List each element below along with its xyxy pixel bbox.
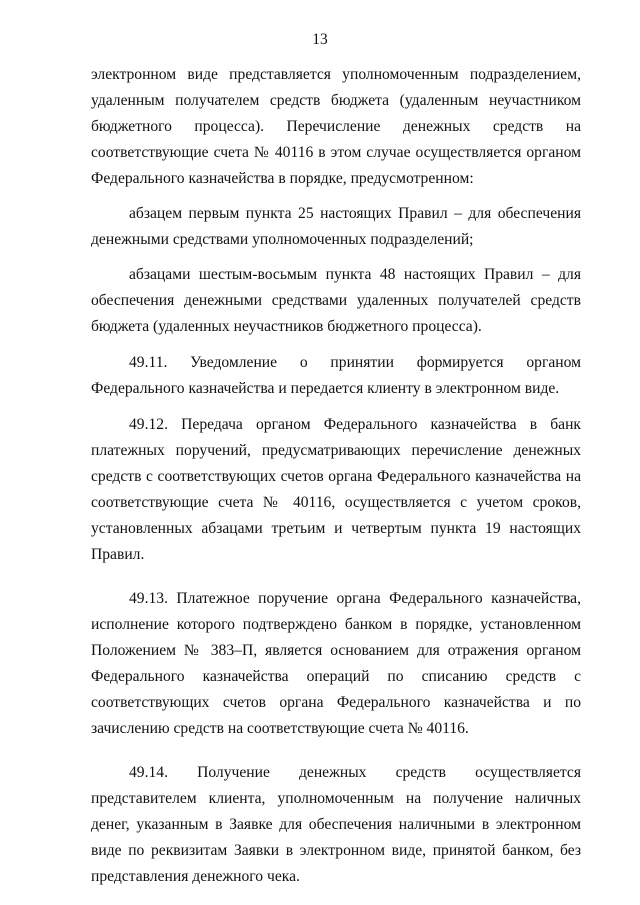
paragraph-item-point-25: абзацем первым пункта 25 настоящих Правил – для обеспечения денежными средствами уполномоченных подразделений; [91, 205, 581, 248]
paragraph-49-13: 49.13. Платежное поручение органа Федерального казначейства, исполнение которого подтверждено банком в порядке, установленном Положением № 383–П, является основанием для отражения органом Федерального казначейства операций по списанию средств с соответствующих счетов органа Федерального казначейства и по зачислению средств на соответствующие счета № 40116. [91, 590, 581, 737]
paragraph-49-11: 49.11. Уведомление о принятии формируется органом Федерального казначейства и передается клиенту в электронном виде. [91, 354, 581, 397]
page-number: 13 [312, 31, 328, 48]
paragraph-continuation: электронном виде представляется уполномоченным подразделением, удаленным получателем средств бюджета (удаленным неучастником бюджетного процесса). Перечисление денежных средств на соответствующие счета № 40116 в этом случае осуществляется органом Федерального казначейства в порядке, предусмотренном: [91, 66, 581, 187]
paragraph-49-12: 49.12. Передача органом Федерального казначейства в банк платежных поручений, предусматривающих перечисление денежных средств с соответствующих счетов органа Федерального казначейства на соответствующие счета № 40116, осуществляется с учетом сроков, установленных абзацами третьим и четвертым пункта 19 настоящих Правил. [91, 416, 581, 563]
paragraph-49-14: 49.14. Получение денежных средств осуществляется представителем клиента, уполномоченным на получение наличных денег, указанным в Заявке для обеспечения наличными в электронном виде по реквизитам Заявки в электронном виде, принятой банком, без представления денежного чека. [91, 764, 581, 885]
document-body [91, 62, 581, 890]
paragraph-item-point-48: абзацами шестым-восьмым пункта 48 настоящих Правил – для обеспечения денежными средствами удаленных получателей средств бюджета (удаленных неучастников бюджетного процесса). [91, 266, 581, 335]
